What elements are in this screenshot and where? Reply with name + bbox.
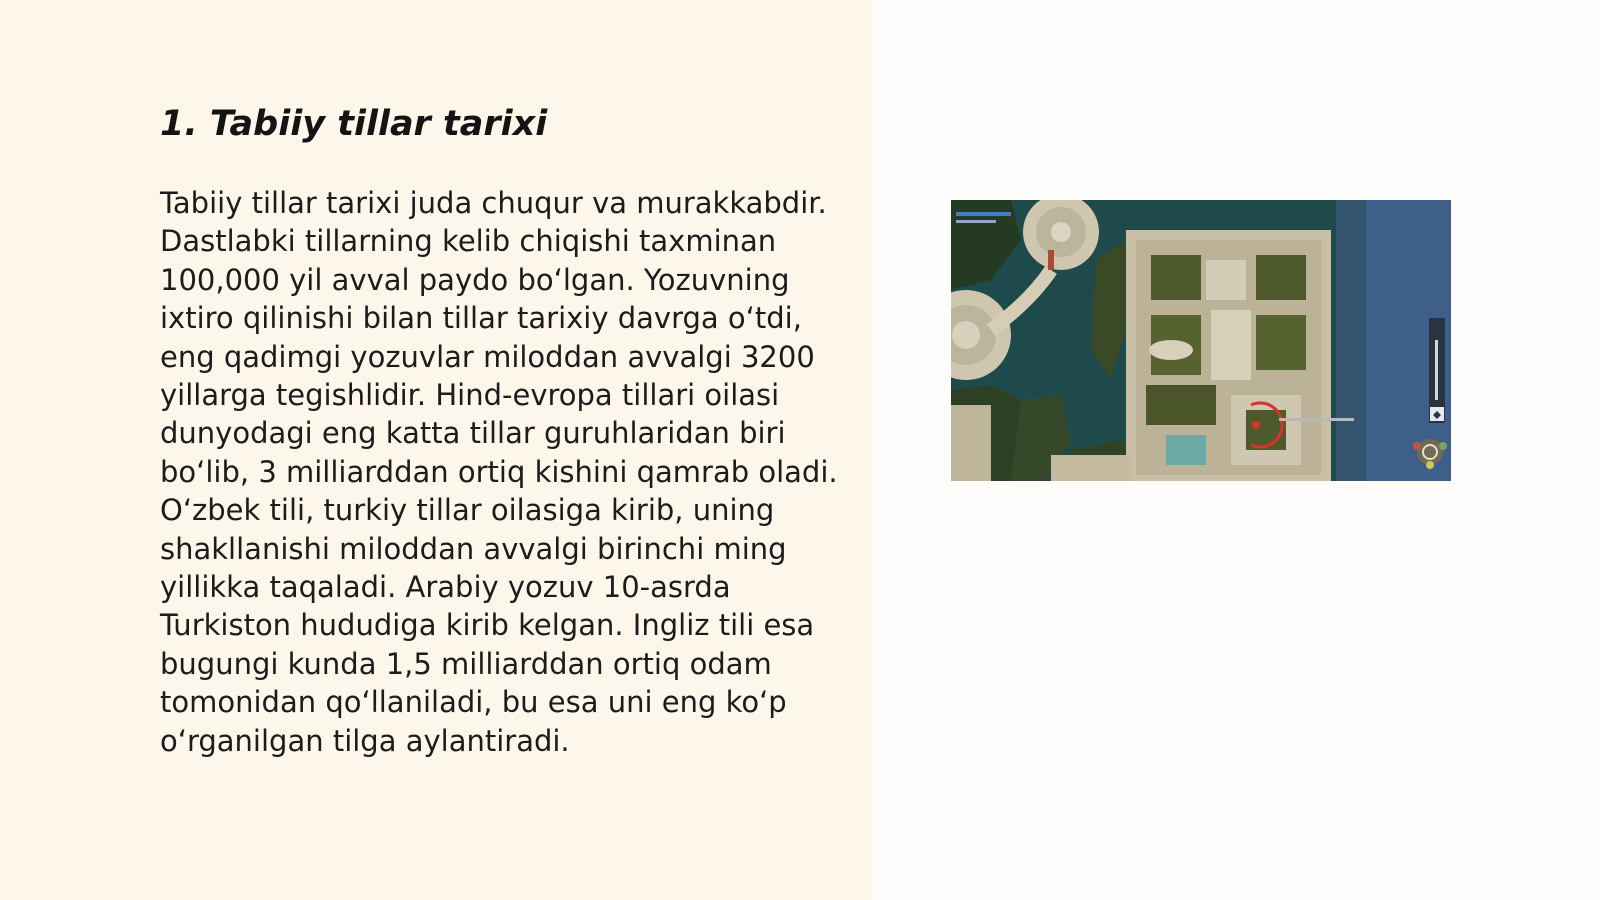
slide-title: 1. Tabiiy tillar tarixi (160, 104, 548, 144)
map-screenshot (951, 200, 1451, 481)
layers-icon (1430, 407, 1444, 421)
body-text: Tabiiy tillar tarixi juda chuqur va murakkabdir. Dastlabki tillarning kelib chiqishi taxminan 100,000 yil avval paydo bo‘lgan. Yozuvning ixtiro qilinishi bilan tillar tarixiy davrga o‘tdi, eng qadimgi yozuvlar miloddan avvalgi 3200 yillarga tegishlidir. Hind-evropa tillari oilasi dunyodagi eng katta tillar guruhlaridan biri bo‘lib, 3 milliarddan ortiq kishini qamrab oladi. O‘zbek tili, turkiy tillar oilasiga kirib, uning shakllanishi miloddan avvalgi birinchi ming yillikka taqaladi. Arabiy yozuv 10-asrda Turkiston hududiga kirib kelgan. Ingliz tili esa bugungi kunda 1,5 milliarddan ortiq odam tomonidan qo‘llaniladi, bu esa uni eng ko‘p o‘rganilgan tilga aylantiradi. (160, 186, 838, 758)
